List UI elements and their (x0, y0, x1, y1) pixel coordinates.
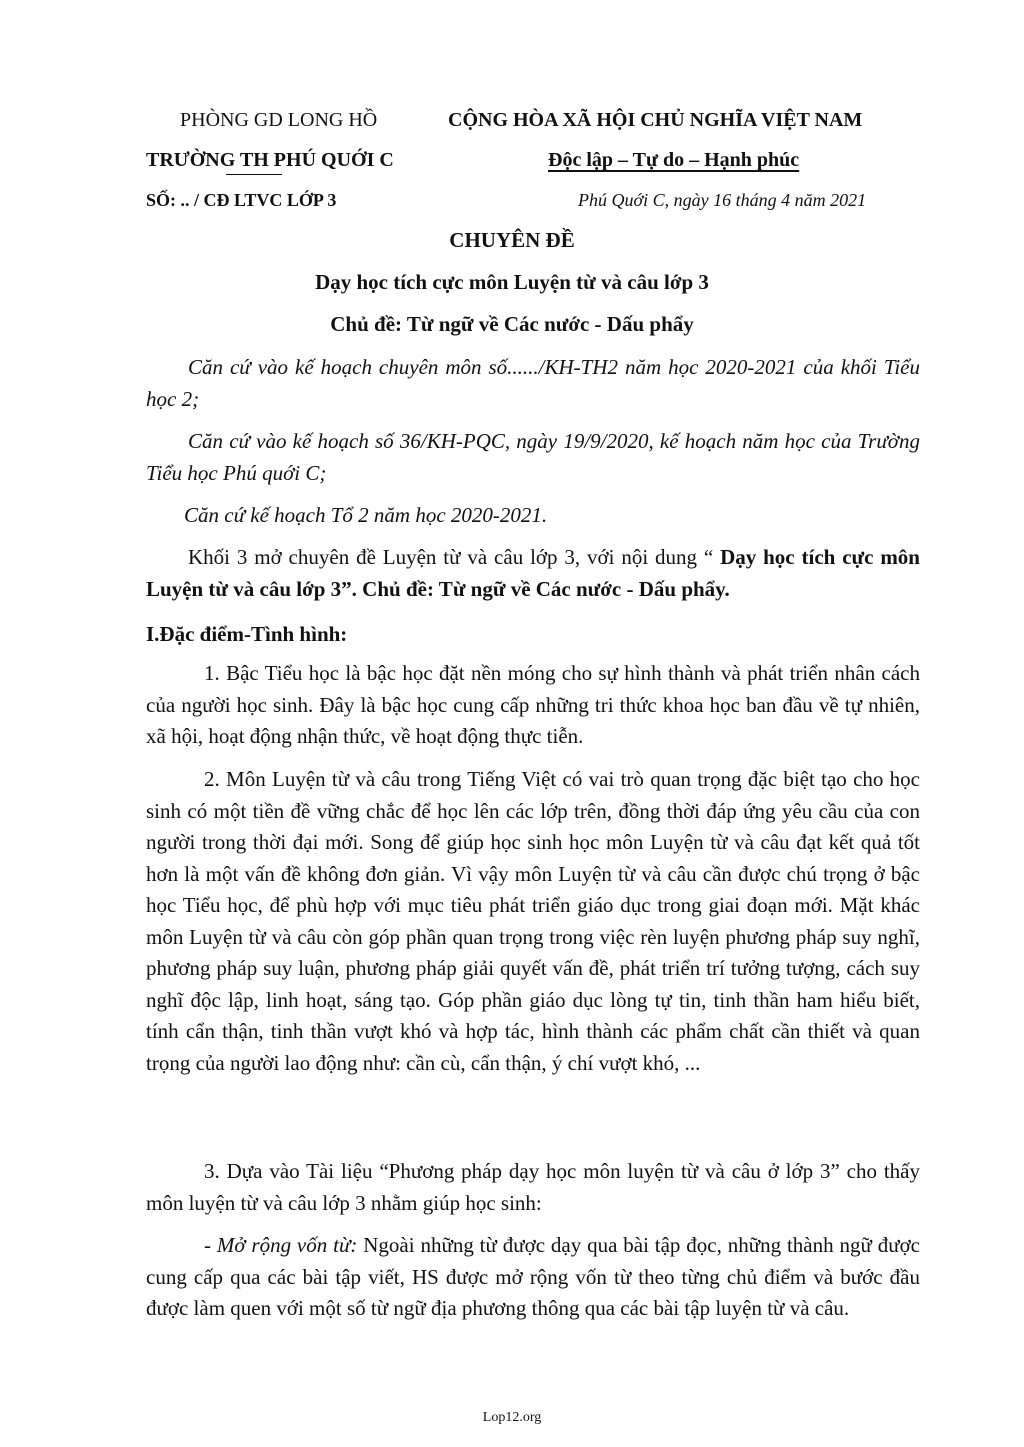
intro-paragraph (146, 542, 920, 605)
section-item-1: 1. Bậc Tiểu học là bậc học đặt nền móng cho sự hình thành và phát triển nhân cách của người học sinh. Đây là bậc học cung cấp những tri thức khoa học ban đầu về tự nhiên, xã hội, hoạt động nhận thức, về hoạt động thực tiễn. (146, 661, 920, 748)
document-title: CHUYÊN ĐỀ (449, 228, 575, 252)
school-name: TRƯỜNG TH PHÚ QUỚI C (146, 149, 394, 171)
preamble-paragraph-1: Căn cứ vào kế hoạch chuyên môn số....../KH-TH2 năm học 2020-2021 của khối Tiểu học 2; (146, 355, 920, 411)
bullet-text: Ngoài những từ được dạy qua bài tập đọc, những thành ngữ được cung cấp qua các bài tập viết, HS được mở rộng vốn từ theo từng chủ điểm và bước đầu được làm quen với một số từ ngữ địa phương thông qua các bài tập luyện từ và câu. (146, 1233, 921, 1320)
document-subtitle: Dạy học tích cực môn Luyện từ và câu lớp 3 (315, 270, 709, 294)
document-date: Phú Quới C, ngày 16 tháng 4 năm 2021 (578, 190, 867, 210)
section-item-2: 2. Môn Luyện từ và câu trong Tiếng Việt có vai trò quan trọng đặc biệt tạo cho học sinh có một tiền đề vững chắc để học lên các lớp trên, đồng thời đáp ứng yêu cầu của con người trong thời đại mới. Song để giúp học sinh học môn Luyện từ và câu đạt kết quả tốt hơn là một vấn đề không đơn giản. Vì vậy môn Luyện từ và câu cần được chú trọng ở bậc học Tiểu học, để phù hợp với mục tiêu phát triển giáo dục trong giai đoạn mới. Mặt khác môn Luyện từ và câu còn góp phần quan trọng trong việc rèn luyện phương pháp suy nghĩ, phương pháp suy luận, phương pháp giải quyết vấn đề, phát triển trí tưởng tượng, cách suy nghĩ độc lập, linh hoạt, sáng tạo. Góp phần giáo dục lòng tự tin, tinh thần ham hiểu biết, tính cẩn thận, tinh thần vượt khó và hợp tác, hình thành các phẩm chất cần thiết và quan trọng của người lao động như: cần cù, cẩn thận, ý chí vượt khó, ... (146, 767, 920, 1075)
page-footer: Lop12.org (482, 1410, 542, 1425)
national-title: CỘNG HÒA XÃ HỘI CHỦ NGHĨA VIỆT NAM (448, 109, 863, 131)
section-item-3: 3. Dựa vào Tài liệu “Phương pháp dạy học môn luyện từ và câu ở lớp 3” cho thấy môn luyện từ và câu lớp 3 nhằm giúp học sinh: (146, 1159, 920, 1215)
school-name-underline (226, 174, 282, 175)
bullet-expand-vocabulary (146, 1230, 920, 1325)
intro-plain-text: Khối 3 mở chuyên đề Luyện từ và câu lớp 3, với nội dung “ (188, 545, 721, 569)
bullet-label: - Mở rộng vốn từ: (204, 1233, 358, 1257)
national-motto: Độc lập – Tự do – Hạnh phúc (548, 149, 800, 171)
document-number: SỐ: .. / CĐ LTVC LỚP 3 (146, 190, 337, 210)
intro-bold-text: Dạy học tích cực môn Luyện từ và câu lớp 3”. Chủ đề: Từ ngữ về Các nước - Dấu phẩy. (146, 545, 920, 601)
preamble-paragraph-3: Căn cứ kế hoạch Tổ 2 năm học 2020-2021. (184, 503, 548, 527)
section-heading: I.Đặc điểm-Tình hình: (146, 622, 348, 646)
document-topic: Chủ đề: Từ ngữ về Các nước - Dấu phẩy (330, 312, 694, 336)
preamble-paragraph-2: Căn cứ vào kế hoạch số 36/KH-PQC, ngày 19/9/2020, kế hoạch năm học của Trường Tiểu học Phú quới C; (146, 429, 920, 485)
department-name: PHÒNG GD LONG HỒ (180, 109, 378, 131)
